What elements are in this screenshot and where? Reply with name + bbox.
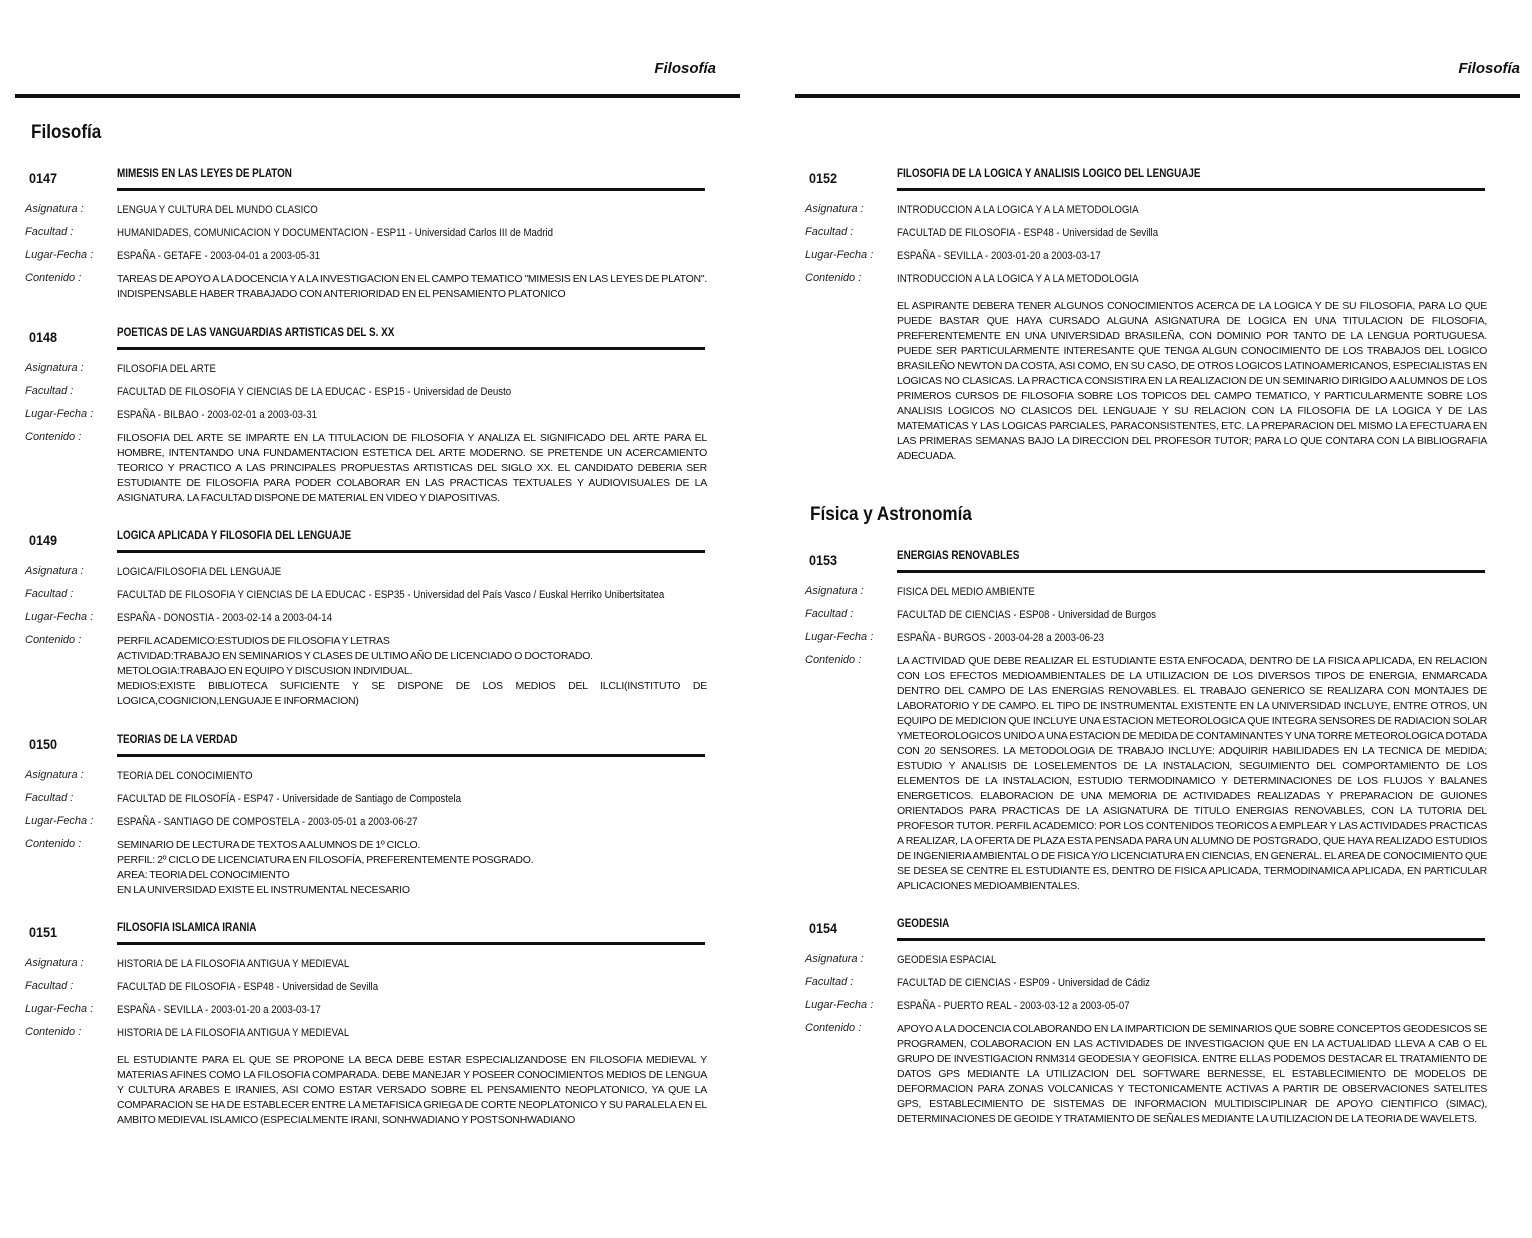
asignatura-value: LENGUA Y CULTURA DEL MUNDO CLASICO [117,204,318,216]
asignatura-label: Asignatura : [25,565,84,577]
entry-0153 [805,550,1487,894]
asignatura-field [805,203,1487,218]
facultad-field [805,226,1487,241]
entry-header [25,530,707,552]
entry-rule [897,570,1485,573]
asignatura-field [805,953,1487,968]
contenido-field [25,838,707,898]
facultad-label: Facultad : [25,792,74,804]
lugar-fecha-value: ESPAÑA - SEVILLA - 2003-01-20 a 2003-03-17 [897,250,1101,262]
entry-title: FILOSOFIA ISLAMICA IRANIA [117,922,257,934]
entry-0154 [805,918,1487,1127]
lugar-fecha-field [805,999,1487,1014]
facultad-field [805,608,1487,623]
lugar-fecha-field [25,815,707,830]
section-title: Filosofía [31,122,102,143]
contenido-label: Contenido : [805,654,862,666]
entry-title: FILOSOFIA DE LA LOGICA Y ANALISIS LOGICO DEL LENGUAJE [897,168,1201,180]
contenido-label: Contenido : [25,272,82,284]
entry-id: 0149 [29,532,58,548]
facultad-value: FACULTAD DE CIENCIAS - ESP08 - Universidad de Burgos [897,609,1156,621]
asignatura-value: GEODESIA ESPACIAL [897,954,997,966]
contenido-field [805,272,1487,464]
section-title: Física y Astronomía [810,504,972,525]
facultad-field [25,792,707,807]
lugar-fecha-value: ESPAÑA - PUERTO REAL - 2003-03-12 a 2003-05-07 [897,1000,1130,1012]
entry-id: 0151 [29,924,58,940]
entry-header [25,168,707,190]
lugar-fecha-label: Lugar-Fecha : [25,249,94,261]
facultad-value: FACULTAD DE FILOSOFIA - ESP48 - Universidad de Sevilla [897,227,1159,239]
entry-id: 0154 [809,920,838,936]
contenido-field [25,431,707,506]
facultad-label: Facultad : [805,976,854,988]
contenido-field [25,634,707,709]
lugar-fecha-value: ESPAÑA - GETAFE - 2003-04-01 a 2003-05-31 [117,250,321,262]
lugar-fecha-field [25,408,707,423]
running-head: Filosofía [654,60,716,77]
entry-id: 0147 [29,170,58,186]
entry-header [25,734,707,756]
left-page [0,0,760,1238]
asignatura-field [25,362,707,377]
entry-rule [117,347,705,350]
contenido-extra: EL ESTUDIANTE PARA EL QUE SE PROPONE LA BECA DEBE ESTAR ESPECIALIZANDOSE EN FILOSOFIA MEDIEVAL Y MATERIAS AFINES COMO LA FILOSOFIA COMPARADA. DEBE MANEJAR Y POSEER CONOCIMIENTOS MEDIOS DE LENGUA Y CULTURA ARABES E IRANIES, ASI COMO ESTAR VERSADO SOBRE EL PENSAMIENTO NEOPLATONICO, YA QUE LA COMPARACION SE HA DE ESTABLECER ENTRE LA METAFISICA GRIEGA DE CORTE NEOPLATONICO Y SU PARALELA EN EL AMBITO MEDIEVAL ISLAMICO (ESPECIALMENTE IRANI, SONHWADIANO Y POSTSONHWADIANO [117,1054,707,1126]
lugar-fecha-field [25,249,707,264]
entry-title: MIMESIS EN LAS LEYES DE PLATON [117,168,292,180]
facultad-field [805,976,1487,991]
contenido-label: Contenido : [805,272,862,284]
lugar-fecha-value: ESPAÑA - SEVILLA - 2003-01-20 a 2003-03-17 [117,1004,321,1016]
contenido-value: SEMINARIO DE LECTURA DE TEXTOS A ALUMNOS DE 1º CICLO. PERFIL: 2º CICLO DE LICENCIATURA EN FILOSOFÍA, PREFERENTEMENTE POSGRADO. AREA: TEORIA DEL CONOCIMIENTO EN LA UNIVERSIDAD EXISTE EL INSTRUMENTAL NECESARIO [117,839,534,896]
running-head: Filosofía [1458,60,1520,77]
entry-id: 0150 [29,736,58,752]
lugar-fecha-value: ESPAÑA - BILBAO - 2003-02-01 a 2003-03-31 [117,409,317,421]
lugar-fecha-label: Lugar-Fecha : [805,249,874,261]
contenido-label: Contenido : [25,1026,82,1038]
asignatura-value: HISTORIA DE LA FILOSOFIA ANTIGUA Y MEDIEVAL [117,958,350,970]
asignatura-label: Asignatura : [805,203,864,215]
entry-id: 0152 [809,170,838,186]
facultad-value: FACULTAD DE FILOSOFÍA - ESP47 - Universidade de Santiago de Compostela [117,793,461,805]
lugar-fecha-label: Lugar-Fecha : [805,999,874,1011]
lugar-fecha-label: Lugar-Fecha : [25,408,94,420]
contenido-label: Contenido : [25,431,82,443]
asignatura-label: Asignatura : [805,585,864,597]
facultad-label: Facultad : [25,226,74,238]
lugar-fecha-label: Lugar-Fecha : [25,611,94,623]
asignatura-value: LOGICA/FILOSOFIA DEL LENGUAJE [117,566,282,578]
facultad-label: Facultad : [25,385,74,397]
facultad-value: HUMANIDADES, COMUNICACION Y DOCUMENTACION - ESP11 - Universidad Carlos III de Madrid [117,227,554,239]
lugar-fecha-field [25,611,707,626]
contenido-value: PERFIL ACADEMICO:ESTUDIOS DE FILOSOFIA Y LETRAS ACTIVIDAD:TRABAJO EN SEMINARIOS Y CLASES DE ULTIMO AÑO DE LICENCIADO O DOCTORADO. METOLOGIA:TRABAJO EN EQUIPO Y DISCUSION INDIVIDUAL. MEDIOS:EXISTE BIBLIOTECA SUFICIENTE Y SE DISPONE DE LOS MEDIOS DEL ILCLI(INSTITUTO DE LOGICA,COGNICION,LENGUAJE E INFORMACION) [117,635,707,707]
lugar-fecha-value: ESPAÑA - BURGOS - 2003-04-28 a 2003-06-23 [897,632,1104,644]
entry-title: TEORIAS DE LA VERDAD [117,734,238,746]
entry-header [805,550,1487,572]
contenido-value: LA ACTIVIDAD QUE DEBE REALIZAR EL ESTUDIANTE ESTA ENFOCADA, DENTRO DE LA FISICA APLICADA, EN RELACION CON LOS EFECTOS MEDIOAMBIENTALES DE LA UTILIZACION DE LOS DIVERSOS TIPOS DE ENERGIA, ENMARCADA DENTRO DEL CAMPO DE LAS ENERGIAS RENOVABLES. EL TRABAJO GENERICO SE REALIZARA CON MONTAJES DE LABORATORIO Y DE CAMPO. EL TIPO DE INSTRUMENTAL EXISTENTE EN LA UNIVERSIDAD INCLUYE, ENTRE OTROS, UN EQUIPO DE MEDICION QUE INCLUYE UNA ESTACION METEOROLOGICA QUE INTEGRA SENSORES DE RADIACION SOLAR YMETEOROLOGICOS UNIDO A UNA ESTACION DE MEDIDA DE CONTAMINANTES Y UNA TORRE METEOROLOGICA DOTADA CON 20 SENSORES. LA METODOLOGIA DE TRABAJO INCLUYE: ADQUIRIR HABILIDADES EN LA TECNICA DE MEDIDA; ESTUDIO Y ANALISIS DE LOSELEMENTOS DE LA INSTALACION, SEGUIMIENTO DEL COMPORTAMIENTO DE LOS ELEMENTOS DE LA INSTALACION, ESTUDIO TERMODINAMICO Y DETERMINACIONES DE LOS FLUJOS Y BALANES ENERGETICOS. ELABORACION DE UNA MEMORIA DE ACTIVIDADES REALIZADAS Y PREPARACION DE GUIONES ORIENTADOS PARA PRACTICAS DE LA ASIGNATURA DE TITULO ENERGIAS RENOVABLES, CON LA TUTORIA DEL PROFESOR TUTOR. PERFIL ACADEMICO: POR LOS CONTENIDOS TEORICOS A EMPLEAR Y LAS ACTIVIDADES PRACTICAS A REALIZAR, LA OFERTA DE PLAZA ESTA PENSADA PARA UN ALUMNO DE POSTGRADO, QUE HAYA REALIZADO ESTUDIOS DE INGENIERIA AMBIENTAL O DE FISICA Y/O LICENCIATURA EN CIENCIAS, EN GENERAL. EL AREA DE CONOCIMIENTO QUE SE DESEA SE CENTRE EL ESTUDIANTE ES, DENTRO DE FISICA APLICADA, TERMODINAMICA APLICADA, EN PARTICULAR APLICACIONES MEDIOAMBIENTALES. [897,655,1487,892]
entry-rule [117,754,705,757]
asignatura-value: TEORIA DEL CONOCIMIENTO [117,770,253,782]
right-page [780,0,1532,1238]
facultad-value: FACULTAD DE FILOSOFIA Y CIENCIAS DE LA EDUCAC - ESP35 - Universidad del País Vasco / Euskal Herriko Unibertsitatea [117,589,665,601]
contenido-extra: EL ASPIRANTE DEBERA TENER ALGUNOS CONOCIMIENTOS ACERCA DE LA LOGICA Y DE SU FILOSOFIA, PARA LO QUE PUEDE BASTAR QUE HAYA CURSADO ALGUNA ASIGNATURA DE LOGICA EN UNA TITULACION DE FILOSOFIA, PREFERENTEMENTE EN UNA UNIVERSIDAD BRASILEÑA, CON DOMINIO POR TANTO DE LA LENGUA PORTUGUESA. PUEDE SER PARTICULARMENTE INTERESANTE QUE TENGA ALGUN CONOCIMIENTO DE LOS TRABAJOS DEL LOGICO BRASILEÑO NEWTON DA COSTA, ASI COMO, EN SU CASO, DE OTROS LOGICOS LATINOAMERICANOS, ESPECIALISTAS EN LOGICAS NO CLASICAS. LA PRACTICA CONSISTIRA EN LA REALIZACION DE UN SEMINARIO DIRIGIDO A ALUMNOS DE LOS PRIMEROS CURSOS DE FILOSOFIA SOBRE LOS TOPICOS DEL CAMPO TEMATICO, Y PARTICULARMENTE SOBRE LOS ANALISIS LOGICOS NO CLASICOS DEL LENGUAJE Y SU RELACION CON LA FILOSOFIA DE LA LOGICA Y DE LAS MATEMATICAS Y LAS LOGICAS PARCIALES, PARACONSISTENTES, ETC. LA PREPARACION DEL MISMO LA EFECTUARA EN LAS PRIMERAS SEMANAS BAJO LA DIRECCION DEL PROFESOR TUTOR; PARA LO QUE CONTARA CON LA BIBLIOGRAFIA ADECUADA. [897,300,1487,462]
asignatura-label: Asignatura : [805,953,864,965]
contenido-label: Contenido : [25,838,82,850]
asignatura-label: Asignatura : [25,203,84,215]
lugar-fecha-field [805,249,1487,264]
entry-header [25,922,707,944]
lugar-fecha-value: ESPAÑA - SANTIAGO DE COMPOSTELA - 2003-05-01 a 2003-06-27 [117,816,418,828]
header-rule [795,94,1520,98]
facultad-value: FACULTAD DE CIENCIAS - ESP09 - Universidad de Cádiz [897,977,1151,989]
entry-0148 [25,327,707,506]
entry-title: ENERGIAS RENOVABLES [897,550,1020,562]
entry-0147 [25,168,707,302]
contenido-field [805,654,1487,894]
asignatura-field [25,769,707,784]
asignatura-value: FISICA DEL MEDIO AMBIENTE [897,586,1035,598]
lugar-fecha-field [25,1003,707,1018]
contenido-value: TAREAS DE APOYO A LA DOCENCIA Y A LA INVESTIGACION EN EL CAMPO TEMATICO "MIMESIS EN LAS LEYES DE PLATON". INDISPENSABLE HABER TRABAJADO CON ANTERIORIDAD EN EL PENSAMIENTO PLATONICO [117,273,707,300]
contenido-label: Contenido : [25,634,82,646]
asignatura-value: FILOSOFIA DEL ARTE [117,363,216,375]
asignatura-value: INTRODUCCION A LA LOGICA Y A LA METODOLOGIA [897,204,1139,216]
entry-id: 0153 [809,552,838,568]
facultad-label: Facultad : [25,980,74,992]
entry-title: GEODESIA [897,918,950,930]
asignatura-label: Asignatura : [25,957,84,969]
contenido-value: FILOSOFIA DEL ARTE SE IMPARTE EN LA TITULACION DE FILOSOFIA Y ANALIZA EL SIGNIFICADO DEL ARTE PARA EL HOMBRE, INTENTANDO UNA FUNDAMENTACION ESTETICA DEL ARTE MODERNO. SE PRETENDE UN ACERCAMIENTO TEORICO Y PRACTICO A LAS PRINCIPALES PROPUESTAS ARTISTICAS DEL SIGLO XX. EL CANDIDATO DEBERIA SER ESTUDIANTE DE FILOSOFIA PARA PODER COLABORAR EN LAS PRACTICAS TEXTUALES Y AUDIOVISUALES DE LA ASIGNATURA. LA FACULTAD DISPONE DE MATERIAL EN VIDEO Y DIAPOSITIVAS. [117,432,707,504]
lugar-fecha-label: Lugar-Fecha : [25,815,94,827]
asignatura-label: Asignatura : [25,362,84,374]
lugar-fecha-label: Lugar-Fecha : [805,631,874,643]
entry-title: POETICAS DE LAS VANGUARDIAS ARTISTICAS DEL S. XX [117,327,395,339]
entry-0152 [805,168,1487,464]
facultad-value: FACULTAD DE FILOSOFIA - ESP48 - Universidad de Sevilla [117,981,379,993]
contenido-field [25,272,707,302]
facultad-label: Facultad : [25,588,74,600]
entry-header [805,918,1487,940]
entry-id: 0148 [29,329,58,345]
entry-rule [897,188,1485,191]
facultad-field [25,385,707,400]
facultad-value: FACULTAD DE FILOSOFIA Y CIENCIAS DE LA EDUCAC - ESP15 - Universidad de Deusto [117,386,512,398]
contenido-value: APOYO A LA DOCENCIA COLABORANDO EN LA IMPARTICION DE SEMINARIOS QUE SOBRE CONCEPTOS GEODESICOS SE PROGRAMEN, COLABORACION EN LAS ACTIVIDADES DE INVESTIGACION QUE EN LA ACTUALIDAD LLEVA A CAB O EL GRUPO DE INVESTIGACION RNM314 GEODESIA Y GEOFISICA. ENTRE ELLAS PODEMOS DESTACAR EL TRATAMIENTO DE DATOS GPS MEDIANTE LA UTILIZACION DEL SOFTWARE BERNESSE, EL ESTABLECIMIENTO DE MODELOS DE DEFORMACION PARA ZONAS VOLCANICAS Y TECTONICAMENTE ACTIVAS A PARTIR DE OBSERVACIONES SATELITES GPS, ESTABLECIMIENTO DE SISTEMAS DE INFORMACION MULTIDISCIPLINAR DE APOYO CIENTIFICO (SIMAC), DETERMINACIONES DE GEOIDE Y TRATAMIENTO DE SEÑALES MEDIANTE LA UTILIZACION DE LA TEORIA DE WAVELETS. [897,1023,1487,1125]
contenido-value: INTRODUCCION A LA LOGICA Y A LA METODOLOGIA [897,273,1139,285]
lugar-fecha-label: Lugar-Fecha : [25,1003,94,1015]
header-rule [15,94,740,98]
entry-0149 [25,530,707,709]
entry-rule [117,550,705,553]
entry-rule [117,942,705,945]
facultad-field [25,226,707,241]
facultad-field [25,588,707,603]
asignatura-field [25,957,707,972]
asignatura-field [25,565,707,580]
lugar-fecha-value: ESPAÑA - DONOSTIA - 2003-02-14 a 2003-04-14 [117,612,333,624]
asignatura-field [25,203,707,218]
asignatura-field [805,585,1487,600]
asignatura-label: Asignatura : [25,769,84,781]
facultad-field [25,980,707,995]
lugar-fecha-field [805,631,1487,646]
entry-0151 [25,922,707,1128]
entry-header [805,168,1487,190]
contenido-field [25,1026,707,1128]
entry-0150 [25,734,707,898]
entry-title: LOGICA APLICADA Y FILOSOFIA DEL LENGUAJE [117,530,352,542]
entry-header [25,327,707,349]
facultad-label: Facultad : [805,226,854,238]
facultad-label: Facultad : [805,608,854,620]
entry-rule [897,938,1485,941]
entry-rule [117,188,705,191]
contenido-field [805,1022,1487,1127]
contenido-value: HISTORIA DE LA FILOSOFIA ANTIGUA Y MEDIEVAL [117,1027,350,1039]
contenido-label: Contenido : [805,1022,862,1034]
